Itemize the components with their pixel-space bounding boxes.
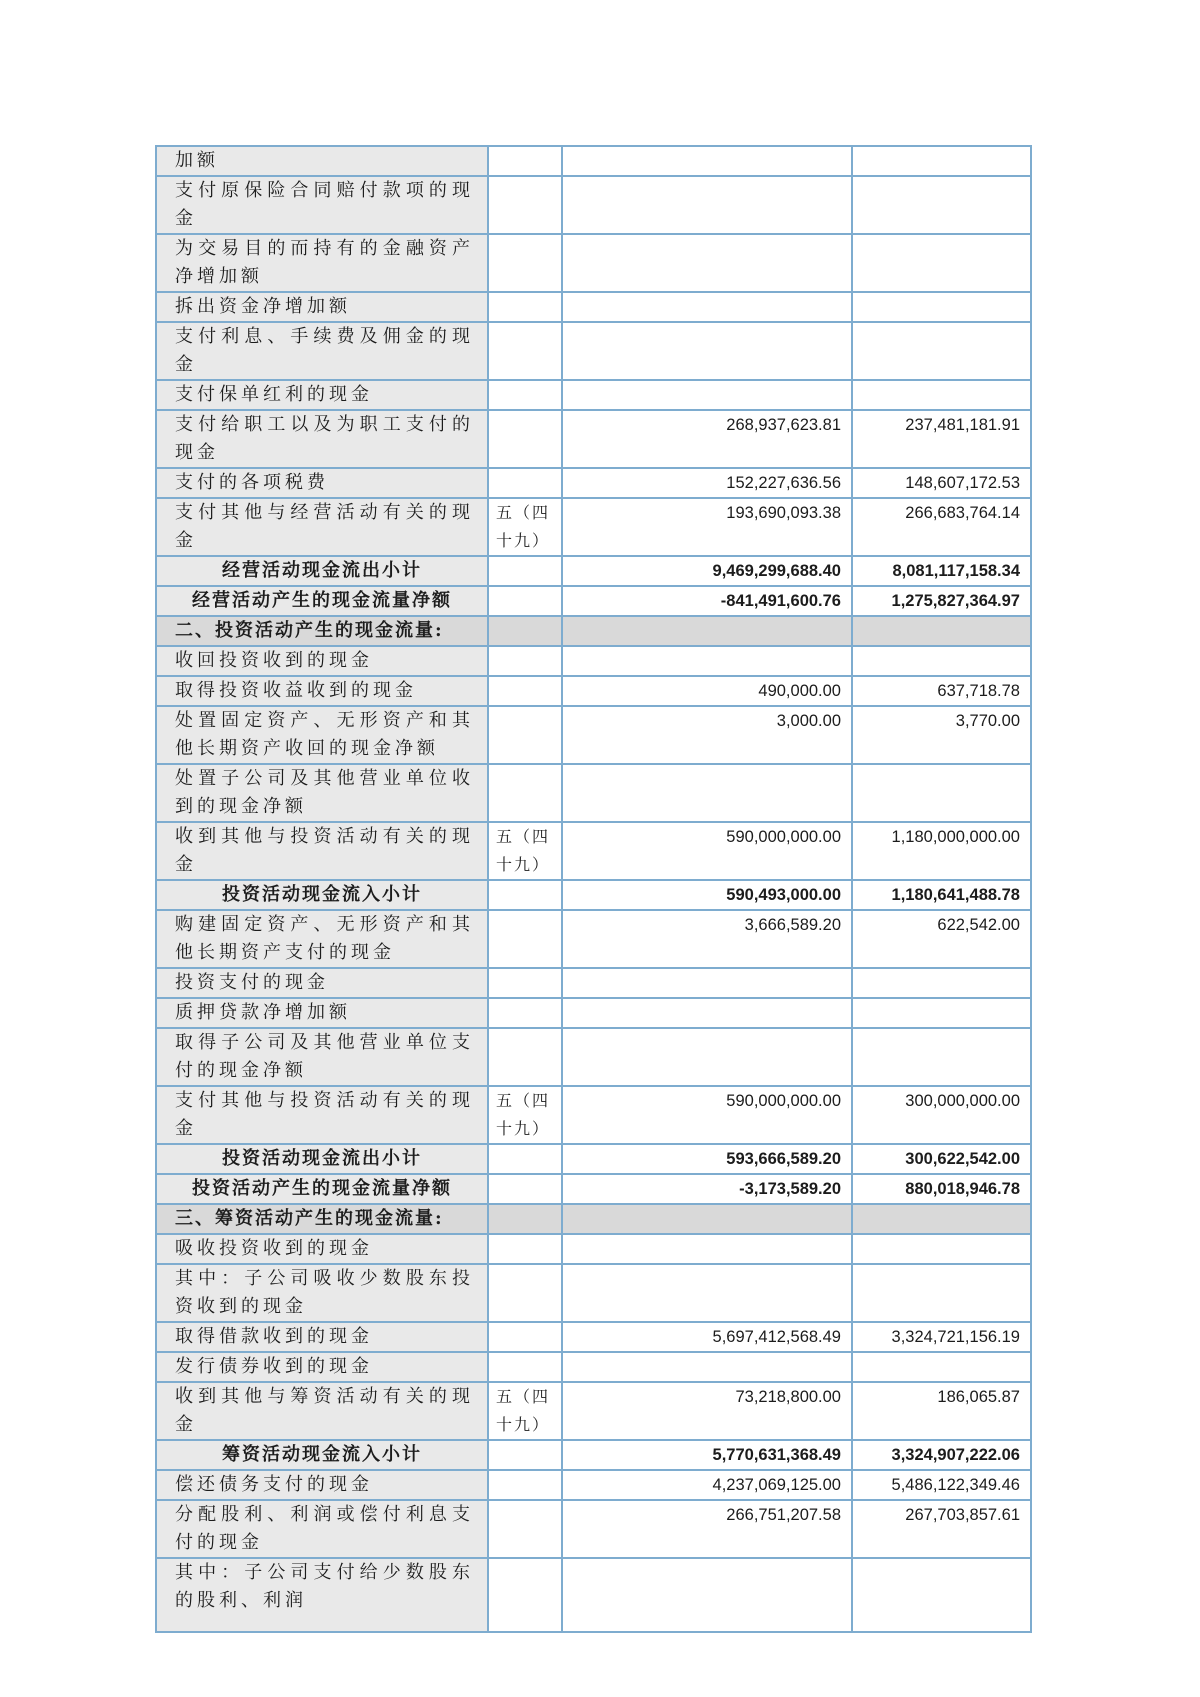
item-cell: 经营活动产生的现金流量净额 bbox=[156, 586, 488, 616]
note-cell: 五（四十九） bbox=[488, 1086, 562, 1144]
table-row bbox=[156, 1440, 1031, 1470]
prior-period-cell bbox=[852, 146, 1031, 176]
prior-period-cell: 5,486,122,349.46 bbox=[852, 1470, 1031, 1500]
note-cell bbox=[488, 764, 562, 822]
prior-period-cell: 3,770.00 bbox=[852, 706, 1031, 764]
note-cell bbox=[488, 1174, 562, 1204]
table-row bbox=[156, 468, 1031, 498]
item-cell: 支付利息、手续费及佣金的现金 bbox=[156, 322, 488, 380]
current-period-cell: 590,000,000.00 bbox=[562, 822, 852, 880]
table-row bbox=[156, 234, 1031, 292]
table-row bbox=[156, 1558, 1031, 1632]
table-row bbox=[156, 176, 1031, 234]
current-period-cell: 193,690,093.38 bbox=[562, 498, 852, 556]
note-cell: 五（四十九） bbox=[488, 822, 562, 880]
table-row bbox=[156, 676, 1031, 706]
note-cell bbox=[488, 176, 562, 234]
table-row bbox=[156, 1086, 1031, 1144]
prior-period-cell: 3,324,721,156.19 bbox=[852, 1322, 1031, 1352]
prior-period-cell bbox=[852, 998, 1031, 1028]
item-cell: 支付给职工以及为职工支付的现金 bbox=[156, 410, 488, 468]
note-cell bbox=[488, 1440, 562, 1470]
current-period-cell: 4,237,069,125.00 bbox=[562, 1470, 852, 1500]
table-row bbox=[156, 646, 1031, 676]
item-cell: 拆出资金净增加额 bbox=[156, 292, 488, 322]
prior-period-cell bbox=[852, 1264, 1031, 1322]
prior-period-cell: 3,324,907,222.06 bbox=[852, 1440, 1031, 1470]
current-period-cell: -841,491,600.76 bbox=[562, 586, 852, 616]
item-cell: 为交易目的而持有的金融资产净增加额 bbox=[156, 234, 488, 292]
prior-period-cell bbox=[852, 380, 1031, 410]
table-row bbox=[156, 1144, 1031, 1174]
table-row bbox=[156, 322, 1031, 380]
item-cell: 其中：子公司支付给少数股东的股利、利润 bbox=[156, 1558, 488, 1632]
table-row bbox=[156, 910, 1031, 968]
note-cell bbox=[488, 380, 562, 410]
prior-period-cell: 267,703,857.61 bbox=[852, 1500, 1031, 1558]
item-cell: 支付保单红利的现金 bbox=[156, 380, 488, 410]
item-cell: 经营活动现金流出小计 bbox=[156, 556, 488, 586]
note-cell bbox=[488, 410, 562, 468]
current-period-cell bbox=[562, 146, 852, 176]
item-cell: 吸收投资收到的现金 bbox=[156, 1234, 488, 1264]
current-period-cell bbox=[562, 1558, 852, 1632]
item-cell: 支付的各项税费 bbox=[156, 468, 488, 498]
table-row bbox=[156, 1028, 1031, 1086]
item-cell: 投资支付的现金 bbox=[156, 968, 488, 998]
table-row bbox=[156, 1382, 1031, 1440]
table-row bbox=[156, 1322, 1031, 1352]
note-cell bbox=[488, 234, 562, 292]
current-period-cell bbox=[562, 322, 852, 380]
prior-period-cell: 300,622,542.00 bbox=[852, 1144, 1031, 1174]
prior-period-cell: 622,542.00 bbox=[852, 910, 1031, 968]
current-period-cell bbox=[562, 616, 852, 646]
item-cell: 投资活动产生的现金流量净额 bbox=[156, 1174, 488, 1204]
note-cell bbox=[488, 616, 562, 646]
note-cell bbox=[488, 1558, 562, 1632]
item-cell: 取得子公司及其他营业单位支付的现金净额 bbox=[156, 1028, 488, 1086]
note-cell bbox=[488, 880, 562, 910]
table-row bbox=[156, 706, 1031, 764]
note-cell bbox=[488, 968, 562, 998]
table-row bbox=[156, 880, 1031, 910]
note-cell bbox=[488, 1500, 562, 1558]
prior-period-cell bbox=[852, 1558, 1031, 1632]
current-period-cell bbox=[562, 968, 852, 998]
current-period-cell: 5,770,631,368.49 bbox=[562, 1440, 852, 1470]
table-row bbox=[156, 1234, 1031, 1264]
prior-period-cell bbox=[852, 646, 1031, 676]
note-cell bbox=[488, 1144, 562, 1174]
current-period-cell: 5,697,412,568.49 bbox=[562, 1322, 852, 1352]
note-cell bbox=[488, 1322, 562, 1352]
table-row bbox=[156, 616, 1031, 646]
prior-period-cell bbox=[852, 1234, 1031, 1264]
item-cell: 支付原保险合同赔付款项的现金 bbox=[156, 176, 488, 234]
note-cell bbox=[488, 1204, 562, 1234]
item-cell: 偿还债务支付的现金 bbox=[156, 1470, 488, 1500]
current-period-cell: 268,937,623.81 bbox=[562, 410, 852, 468]
current-period-cell: 266,751,207.58 bbox=[562, 1500, 852, 1558]
current-period-cell bbox=[562, 1234, 852, 1264]
prior-period-cell bbox=[852, 1352, 1031, 1382]
current-period-cell: 3,000.00 bbox=[562, 706, 852, 764]
table-row bbox=[156, 410, 1031, 468]
table-row bbox=[156, 146, 1031, 176]
note-cell bbox=[488, 468, 562, 498]
prior-period-cell: 1,275,827,364.97 bbox=[852, 586, 1031, 616]
prior-period-cell: 1,180,641,488.78 bbox=[852, 880, 1031, 910]
table-row bbox=[156, 1352, 1031, 1382]
prior-period-cell: 1,180,000,000.00 bbox=[852, 822, 1031, 880]
item-cell: 投资活动现金流出小计 bbox=[156, 1144, 488, 1174]
prior-period-cell bbox=[852, 1204, 1031, 1234]
prior-period-cell bbox=[852, 1028, 1031, 1086]
prior-period-cell bbox=[852, 322, 1031, 380]
table-row bbox=[156, 1470, 1031, 1500]
note-cell bbox=[488, 676, 562, 706]
current-period-cell: 590,000,000.00 bbox=[562, 1086, 852, 1144]
current-period-cell bbox=[562, 292, 852, 322]
item-cell: 处置固定资产、无形资产和其他长期资产收回的现金净额 bbox=[156, 706, 488, 764]
table-row bbox=[156, 380, 1031, 410]
current-period-cell bbox=[562, 764, 852, 822]
table-row bbox=[156, 1174, 1031, 1204]
item-cell: 加额 bbox=[156, 146, 488, 176]
prior-period-cell bbox=[852, 616, 1031, 646]
prior-period-cell: 880,018,946.78 bbox=[852, 1174, 1031, 1204]
note-cell: 五（四十九） bbox=[488, 1382, 562, 1440]
prior-period-cell bbox=[852, 176, 1031, 234]
prior-period-cell: 8,081,117,158.34 bbox=[852, 556, 1031, 586]
note-cell bbox=[488, 556, 562, 586]
item-cell: 发行债券收到的现金 bbox=[156, 1352, 488, 1382]
item-cell: 处置子公司及其他营业单位收到的现金净额 bbox=[156, 764, 488, 822]
item-cell: 分配股利、利润或偿付利息支付的现金 bbox=[156, 1500, 488, 1558]
current-period-cell bbox=[562, 1204, 852, 1234]
note-cell bbox=[488, 1352, 562, 1382]
note-cell bbox=[488, 910, 562, 968]
note-cell bbox=[488, 646, 562, 676]
note-cell bbox=[488, 1028, 562, 1086]
table-row bbox=[156, 498, 1031, 556]
note-cell bbox=[488, 1264, 562, 1322]
prior-period-cell: 186,065.87 bbox=[852, 1382, 1031, 1440]
cash-flow-table bbox=[155, 145, 1032, 1633]
item-cell: 其中：子公司吸收少数股东投资收到的现金 bbox=[156, 1264, 488, 1322]
item-cell: 收到其他与投资活动有关的现金 bbox=[156, 822, 488, 880]
current-period-cell: 152,227,636.56 bbox=[562, 468, 852, 498]
prior-period-cell bbox=[852, 968, 1031, 998]
item-cell: 取得借款收到的现金 bbox=[156, 1322, 488, 1352]
item-cell: 收回投资收到的现金 bbox=[156, 646, 488, 676]
current-period-cell: 590,493,000.00 bbox=[562, 880, 852, 910]
item-cell: 收到其他与筹资活动有关的现金 bbox=[156, 1382, 488, 1440]
table-row bbox=[156, 1264, 1031, 1322]
note-cell bbox=[488, 998, 562, 1028]
current-period-cell bbox=[562, 176, 852, 234]
table-row bbox=[156, 968, 1031, 998]
table-row bbox=[156, 586, 1031, 616]
current-period-cell bbox=[562, 998, 852, 1028]
table-row bbox=[156, 998, 1031, 1028]
note-cell bbox=[488, 706, 562, 764]
prior-period-cell: 637,718.78 bbox=[852, 676, 1031, 706]
current-period-cell: -3,173,589.20 bbox=[562, 1174, 852, 1204]
note-cell bbox=[488, 292, 562, 322]
item-cell: 投资活动现金流入小计 bbox=[156, 880, 488, 910]
item-cell: 取得投资收益收到的现金 bbox=[156, 676, 488, 706]
prior-period-cell: 300,000,000.00 bbox=[852, 1086, 1031, 1144]
current-period-cell bbox=[562, 380, 852, 410]
note-cell bbox=[488, 1470, 562, 1500]
item-cell: 二、投资活动产生的现金流量: bbox=[156, 616, 488, 646]
item-cell: 三、筹资活动产生的现金流量: bbox=[156, 1204, 488, 1234]
table-row bbox=[156, 292, 1031, 322]
prior-period-cell bbox=[852, 292, 1031, 322]
note-cell bbox=[488, 146, 562, 176]
prior-period-cell: 237,481,181.91 bbox=[852, 410, 1031, 468]
current-period-cell: 9,469,299,688.40 bbox=[562, 556, 852, 586]
prior-period-cell bbox=[852, 234, 1031, 292]
item-cell: 质押贷款净增加额 bbox=[156, 998, 488, 1028]
note-cell bbox=[488, 586, 562, 616]
current-period-cell: 490,000.00 bbox=[562, 676, 852, 706]
current-period-cell: 73,218,800.00 bbox=[562, 1382, 852, 1440]
prior-period-cell: 148,607,172.53 bbox=[852, 468, 1031, 498]
current-period-cell bbox=[562, 234, 852, 292]
note-cell bbox=[488, 1234, 562, 1264]
item-cell: 筹资活动现金流入小计 bbox=[156, 1440, 488, 1470]
table-row bbox=[156, 822, 1031, 880]
table-row bbox=[156, 556, 1031, 586]
current-period-cell bbox=[562, 1352, 852, 1382]
note-cell bbox=[488, 322, 562, 380]
current-period-cell: 3,666,589.20 bbox=[562, 910, 852, 968]
table-row bbox=[156, 1500, 1031, 1558]
current-period-cell bbox=[562, 1028, 852, 1086]
item-cell: 购建固定资产、无形资产和其他长期资产支付的现金 bbox=[156, 910, 488, 968]
table-row bbox=[156, 764, 1031, 822]
cash-flow-rows bbox=[156, 146, 1031, 1632]
current-period-cell bbox=[562, 646, 852, 676]
prior-period-cell: 266,683,764.14 bbox=[852, 498, 1031, 556]
current-period-cell: 593,666,589.20 bbox=[562, 1144, 852, 1174]
prior-period-cell bbox=[852, 764, 1031, 822]
note-cell: 五（四十九） bbox=[488, 498, 562, 556]
current-period-cell bbox=[562, 1264, 852, 1322]
item-cell: 支付其他与经营活动有关的现金 bbox=[156, 498, 488, 556]
item-cell: 支付其他与投资活动有关的现金 bbox=[156, 1086, 488, 1144]
table-row bbox=[156, 1204, 1031, 1234]
